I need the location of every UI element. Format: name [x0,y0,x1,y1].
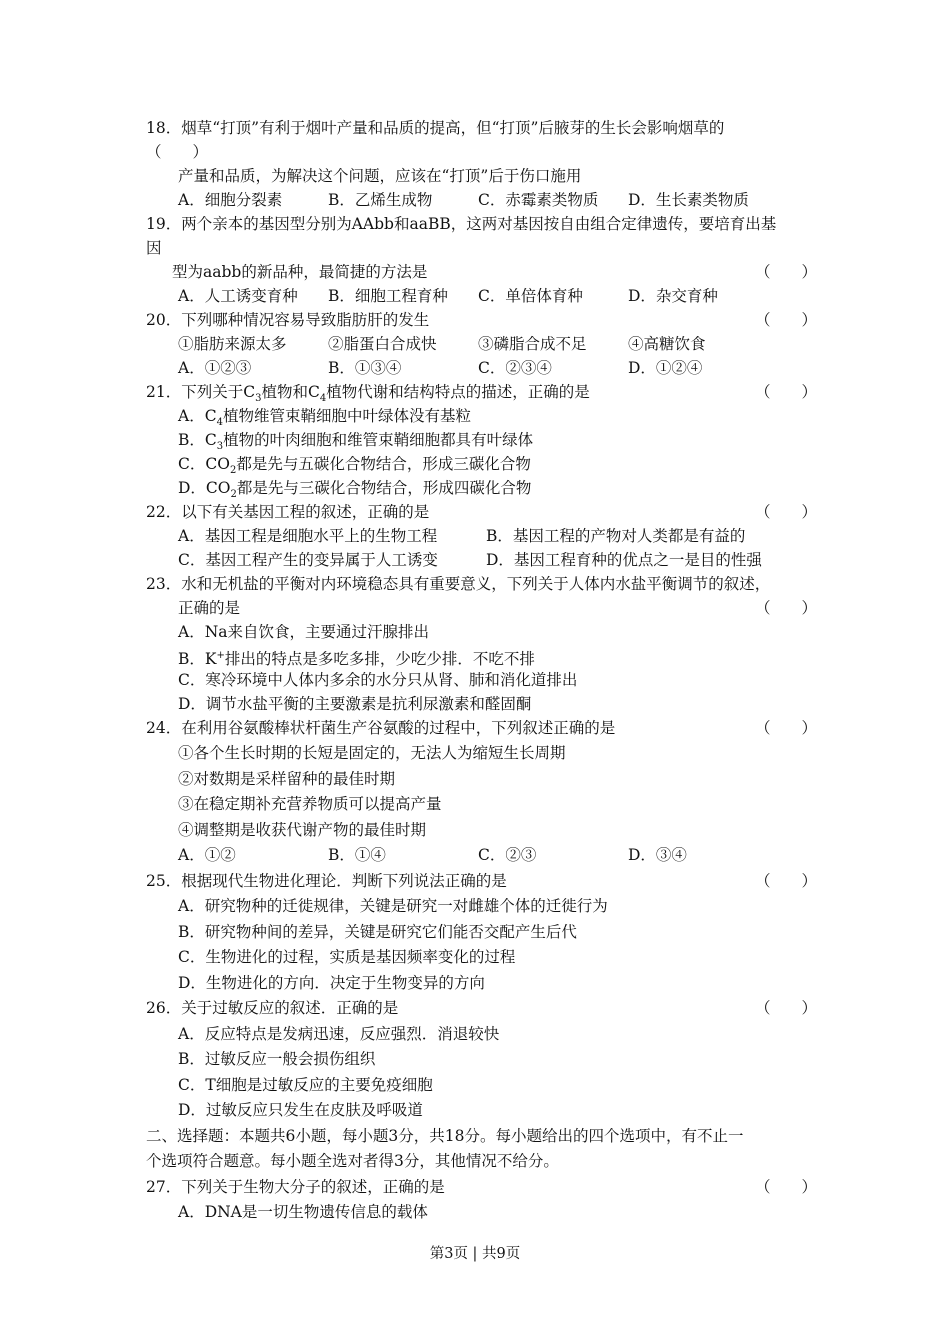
q18-paren: （ ） [146,143,209,161]
q24-stem: 24．在利用谷氨酸棒状杆菌生产谷氨酸的过程中，下列叙述正确的是 [146,719,616,737]
q21-option-a-sub: 4 [216,417,223,429]
q21-option-c-sub: 2 [229,465,237,477]
q20-paren: （ ） [755,311,818,329]
q24-item-1: ①各个生长时期的长短是固定的，无法人为缩短生长周期 [178,744,566,762]
q21-paren: （ ） [755,383,818,401]
q20-item-4: ④高糖饮食 [628,335,706,353]
q25-stem: 25．根据现代生物进化理论．判断下列说法正确的是 [146,872,507,890]
q21-option-b-prefix: B．C [178,431,217,449]
q25-option-a: A．研究物种的迁徙规律，关键是研究一对雌雄个体的迁徙行为 [178,897,608,915]
q19-paren: （ ） [755,263,818,281]
q26-paren: （ ） [755,999,818,1017]
q19-stem-wrap: 因 [146,239,162,257]
q22-paren: （ ） [755,503,818,521]
q20-option-b: B．①③④ [328,359,402,377]
q19-option-d: D．杂交育种 [628,287,718,305]
q23-option-a: A．Na来自饮食，主要通过汗腺排出 [178,623,429,641]
q20-stem: 20．下列哪种情况容易导致脂肪肝的发生 [146,311,430,329]
q24-item-3: ③在稳定期补充营养物质可以提高产量 [178,795,442,813]
q27-paren: （ ） [755,1178,818,1196]
q21-option-a-prefix: A．C [178,407,217,425]
q24-option-d: D．③④ [628,846,687,864]
q21-option-a-text: 植物维管束鞘细胞中叶绿体没有基粒 [222,407,471,425]
page-footer: 第3页 | 共9页 [429,1246,521,1262]
q21-stem-part2: 植物和C [261,383,320,401]
q23-stem-cont: 正确的是 [178,599,241,617]
q21-option-d-sub: 2 [230,489,237,501]
q19-option-b: B．细胞工程育种 [328,287,448,305]
q20-option-a: A．①②③ [178,359,252,377]
section2-instructions-line1: 二、选择题：本题共6小题，每小题3分，共18分。每小题给出的四个选项中，有不止一 [146,1127,744,1145]
q21-option-c-prefix: C．CO [178,455,230,473]
q20-option-d: D．①②④ [628,359,703,377]
q23-paren: （ ） [755,599,818,617]
q21-subscript-c3: 3 [255,393,262,405]
section2-instructions-line2: 个选项符合题意。每小题全选对者得3分，其他情况不给分。 [146,1152,559,1170]
q22-option-b: B．基因工程的产物对人类都是有益的 [486,527,746,545]
q22-option-c: C．基因工程产生的变异属于人工诱变 [178,551,438,569]
q21-option-d-text: 都是先与三碳化合物结合，形成四碳化合物 [236,479,532,497]
q25-option-b: B．研究物种间的差异，关键是研究它们能否交配产生后代 [178,923,577,941]
q24-option-b: B．①④ [328,846,386,864]
q24-item-2: ②对数期是采样留种的最佳时期 [178,770,396,788]
q24-paren: （ ） [755,719,818,737]
q23-option-b-prefix: B．K [178,650,217,669]
q18-stem: 18．烟草“打顶”有利于烟叶产量和品质的提高，但“打顶”后腋芽的生长会影响烟草的 [146,119,725,137]
q23-option-b-sup: + [216,650,225,661]
q23-stem: 23．水和无机盐的平衡对内环境稳态具有重要意义，下列关于人体内水盐平衡调节的叙述， [146,575,771,593]
q25-option-c: C．生物进化的过程，实质是基因频率变化的过程 [178,948,516,966]
q19-stem: 19．两个亲本的基因型分别为AAbb和aaBB，这两对基因按自由组合定律遗传，要培育出基 [146,215,777,233]
q20-option-c: C．②③④ [478,359,552,377]
q22-option-a: A．基因工程是细胞水平上的生物工程 [178,527,438,545]
q27-stem: 27．下列关于生物大分子的叙述，正确的是 [146,1178,445,1196]
q19-option-c: C．单倍体育种 [478,287,583,305]
q26-option-a: A．反应特点是发病迅速，反应强烈．消退较快 [178,1025,500,1043]
q23-option-c: C．寒冷环境中人体内多余的水分只从肾、肺和消化道排出 [178,671,578,689]
q24-option-c: C．②③ [478,846,537,864]
q25-option-d: D．生物进化的方向．决定于生物变异的方向 [178,974,485,992]
q21-stem-part3: 植物代谢和结构特点的描述，正确的是 [326,383,590,401]
q20-item-2: ②脂蛋白合成快 [328,335,437,353]
q21-option-b-text: 植物的叶肉细胞和维管束鞘细胞都具有叶绿体 [223,431,534,449]
q21-option-d-prefix: D．CO [178,479,231,497]
q23-option-b [178,645,535,670]
q22-stem: 22．以下有关基因工程的叙述，正确的是 [146,503,430,521]
q21-option-b-sub: 3 [216,441,224,453]
q24-item-4: ④调整期是收获代谢产物的最佳时期 [178,821,427,839]
q19-stem-cont: 型为aabb的新品种，最简捷的方法是 [172,263,428,281]
q20-item-3: ③磷脂合成不足 [478,335,587,353]
q21-option-c-text: 都是先与五碳化合物结合，形成三碳化合物 [236,455,531,473]
q26-option-d: D．过敏反应只发生在皮肤及呼吸道 [178,1101,423,1119]
q24-option-a: A．①② [178,846,236,864]
q21-subscript-c4: 4 [319,393,327,405]
q18-option-a: A．细胞分裂素 [178,191,283,209]
q19-option-a: A．人工诱变育种 [178,287,298,305]
q18-stem-cont: 产量和品质，为解决这个问题，应该在“打顶”后于伤口施用 [178,167,582,185]
q23-option-b-text: 排出的特点是多吃多排，少吃少排．不吃不排 [224,650,535,669]
q23-option-d: D．调节水盐平衡的主要激素是抗利尿激素和醛固酮 [178,695,532,713]
q18-option-c: C．赤霉素类物质 [478,191,599,209]
q18-option-d: D．生长素类物质 [628,191,749,209]
q27-option-a: A．DNA是一切生物遗传信息的载体 [178,1203,428,1221]
q25-paren: （ ） [755,872,818,890]
q20-item-1: ①脂肪来源太多 [178,335,287,353]
q22-option-d: D．基因工程育种的优点之一是目的性强 [486,551,762,569]
q21-stem-part1: 21．下列关于C [146,383,256,401]
q26-stem: 26．关于过敏反应的叙述．正确的是 [146,999,399,1017]
q26-option-c: C．T细胞是过敏反应的主要免疫细胞 [178,1076,433,1094]
q18-option-b: B．乙烯生成物 [328,191,433,209]
q26-option-b: B．过敏反应一般会损伤组织 [178,1050,376,1068]
